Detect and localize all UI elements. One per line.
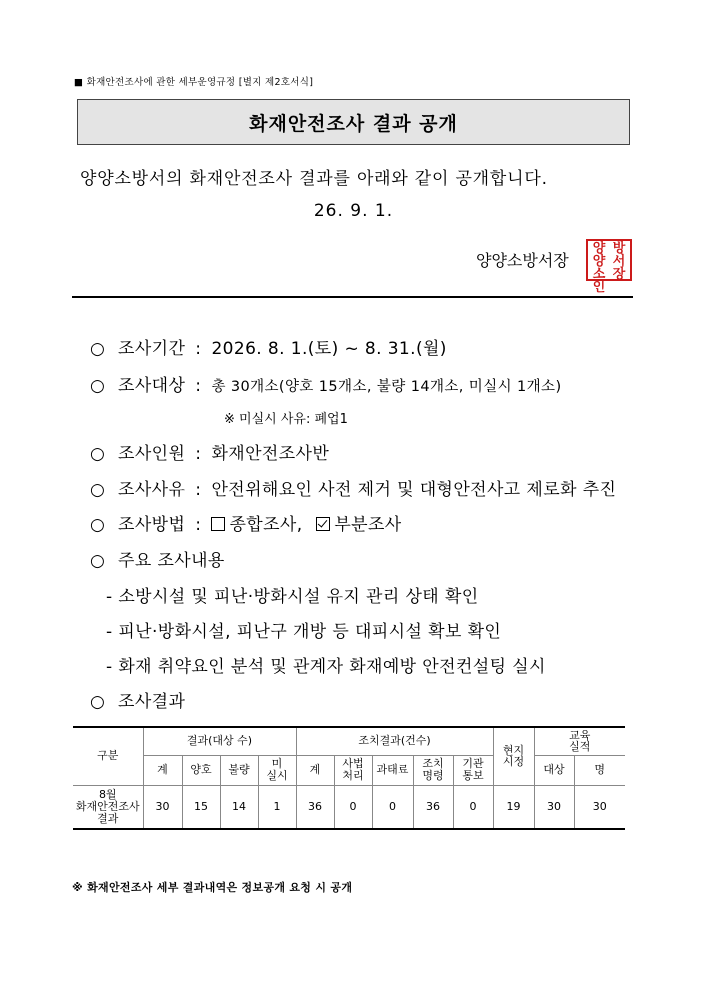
subheader-fine: 과태료	[372, 755, 413, 785]
item-value: 2026. 8. 1.(토) ~ 8. 31.(월)	[211, 339, 447, 359]
item-result	[90, 687, 185, 712]
table-cell: 19	[493, 785, 534, 829]
subheader-edu-people: 명	[574, 755, 625, 785]
footnote: ※ 화재안전조사 세부 결과내역은 정보공개 요청 시 공개	[72, 881, 353, 894]
content-line: - 피난·방화시설, 피난구 개방 등 대피시설 확보 확인	[106, 622, 502, 642]
subheader-notify: 기관 통보	[453, 755, 493, 785]
row-label: 8월 화재안전조사 결과	[73, 785, 143, 829]
table-cell: 14	[220, 785, 258, 829]
seal-char: 방	[612, 241, 626, 256]
header-result: 결과(대상 수)	[143, 727, 296, 755]
publication-date: 26. 9. 1.	[313, 201, 394, 221]
seal-char: 장	[612, 267, 626, 282]
circle-bullet-icon: ○	[90, 339, 106, 359]
document-title-text: 화재안전조사 결과 공개	[249, 112, 458, 135]
seal-char: 양	[592, 241, 606, 256]
official-seal	[586, 239, 632, 295]
form-header-note: ■ 화재안전조사에 관한 세부운영규정 [별지 제2호서식]	[74, 77, 314, 88]
table-cell: 0	[334, 785, 372, 829]
subheader-bad: 불량	[220, 755, 258, 785]
item-colon: :	[195, 376, 202, 396]
seal-char	[609, 281, 629, 294]
intro-text: 양양소방서의 화재안전조사 결과를 아래와 같이 공개합니다.	[80, 169, 548, 189]
item-label: 조사기간	[118, 339, 186, 359]
item-content	[90, 546, 225, 571]
target-note: ※ 미실시 사유: 폐업1	[224, 412, 348, 427]
document-title	[77, 99, 630, 145]
seal-char: 인	[592, 280, 606, 295]
item-reason	[90, 475, 616, 500]
item-label: 주요 조사내용	[118, 551, 225, 571]
item-label: 조사방법	[118, 515, 186, 535]
table-cell: 30	[534, 785, 574, 829]
table-cell: 36	[413, 785, 453, 829]
item-target	[90, 371, 562, 396]
table-cell: 30	[143, 785, 182, 829]
circle-bullet-icon: ○	[90, 444, 106, 464]
table-cell: 36	[296, 785, 334, 829]
circle-bullet-icon: ○	[90, 515, 106, 535]
content-line: - 소방시설 및 피난·방화시설 유지 관리 상태 확인	[106, 587, 479, 607]
subheader-edu-target: 대상	[534, 755, 574, 785]
subheader-action-total: 계	[296, 755, 334, 785]
item-colon: :	[195, 480, 202, 500]
item-colon: :	[195, 515, 202, 535]
item-staff	[90, 439, 329, 464]
subheader-order: 조치 명령	[413, 755, 453, 785]
content-line: - 화재 취약요인 분석 및 관계자 화재예방 안전컨설팅 실시	[106, 657, 546, 677]
circle-bullet-icon: ○	[90, 480, 106, 500]
circle-bullet-icon: ○	[90, 551, 106, 571]
subheader-not-conducted: 미 실시	[258, 755, 296, 785]
circle-bullet-icon: ○	[90, 692, 106, 712]
method-option-comprehensive: 종합조사,	[229, 515, 303, 535]
header-category: 구분	[73, 727, 143, 785]
item-colon: :	[195, 444, 202, 464]
table-cell: 0	[453, 785, 493, 829]
issuing-office: 양양소방서장	[476, 251, 569, 270]
subheader-judicial: 사법 처리	[334, 755, 372, 785]
divider	[72, 296, 633, 298]
header-onsite: 현지 시정	[493, 727, 534, 785]
table-cell: 30	[574, 785, 625, 829]
subheader-result-total: 계	[143, 755, 182, 785]
header-action: 조치결과(건수)	[296, 727, 493, 755]
item-value: 총 30개소(양호 15개소, 불량 14개소, 미실시 1개소)	[211, 379, 562, 395]
item-value: 안전위해요인 사전 제거 및 대형안전사고 제로화 추진	[211, 480, 617, 500]
item-label: 조사대상	[118, 376, 186, 396]
item-label: 조사결과	[118, 692, 186, 712]
table-cell: 1	[258, 785, 296, 829]
results-table	[73, 726, 625, 830]
checkbox-empty-icon	[211, 517, 225, 531]
header-education: 교육 실적	[534, 727, 625, 755]
item-label: 조사인원	[118, 444, 186, 464]
seal-char: 서	[612, 254, 626, 269]
seal-char: 소	[592, 267, 606, 282]
checkbox-checked-icon	[316, 517, 330, 531]
table-row	[73, 785, 625, 829]
item-period	[90, 334, 447, 359]
item-method	[90, 510, 402, 535]
table-cell: 15	[182, 785, 220, 829]
method-option-partial: 부분조사	[334, 515, 402, 535]
table-cell: 0	[372, 785, 413, 829]
item-label: 조사사유	[118, 480, 186, 500]
subheader-good: 양호	[182, 755, 220, 785]
seal-char: 양	[592, 254, 606, 269]
item-colon: :	[195, 339, 202, 359]
item-value: 화재안전조사반	[211, 444, 330, 464]
circle-bullet-icon: ○	[90, 376, 106, 396]
